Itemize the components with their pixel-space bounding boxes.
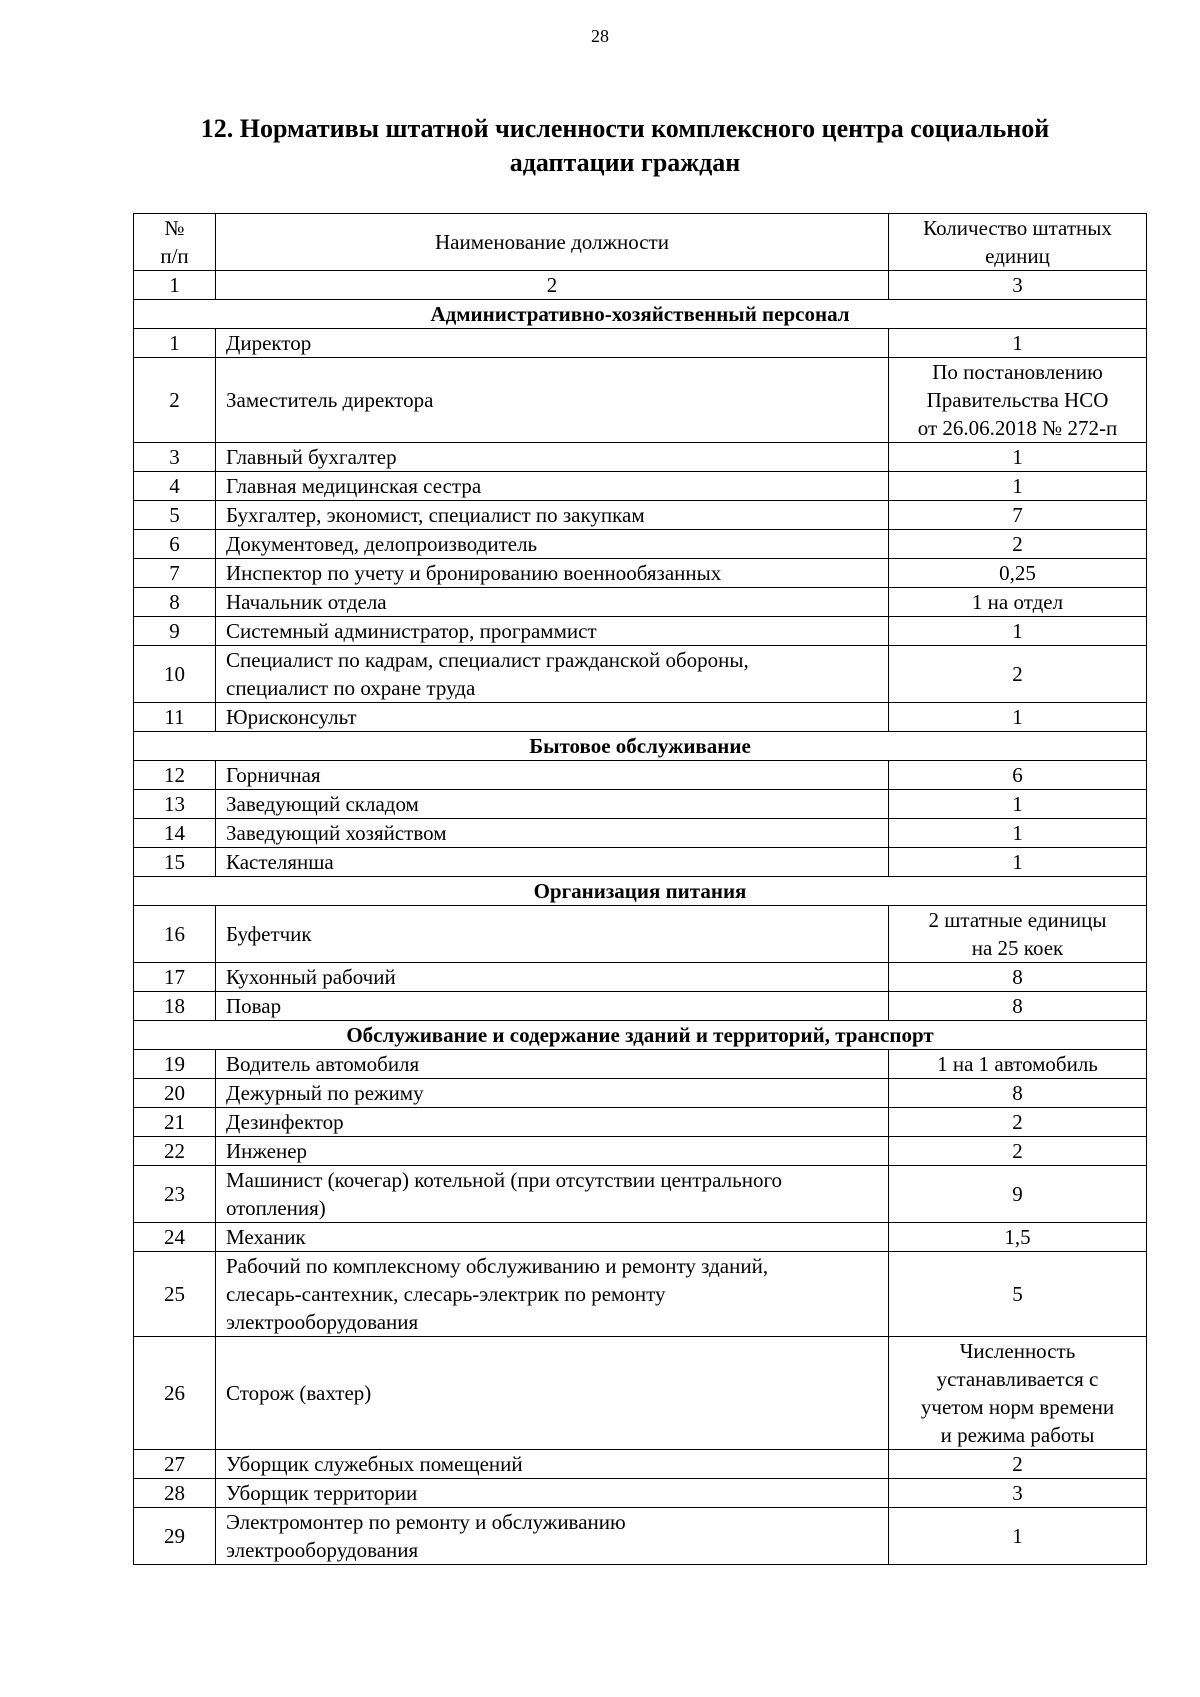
row-number: 20 [134,1079,216,1108]
position-name: Главный бухгалтер [216,443,889,472]
staff-count: 9 [889,1166,1147,1223]
table-row [134,1337,1147,1450]
row-number: 2 [134,358,216,443]
table-row [134,559,1147,588]
position-name: Кухонный рабочий [216,963,889,992]
section-title: Обслуживание и содержание зданий и территорий, транспорт [134,1021,1147,1050]
table-row [134,819,1147,848]
position-name: Сторож (вахтер) [216,1337,889,1450]
staff-count: 1 [889,443,1147,472]
row-number: 26 [134,1337,216,1450]
row-number: 13 [134,790,216,819]
table-row [134,501,1147,530]
staff-count: 6 [889,761,1147,790]
header-position-name: Наименование должности [216,214,889,271]
position-name: Горничная [216,761,889,790]
page-number: 28 [591,26,609,46]
table-row [134,790,1147,819]
table-row [134,992,1147,1021]
position-name: Уборщик территории [216,1479,889,1508]
column-number: 2 [216,271,889,300]
table-row [134,646,1147,703]
section-header-row [134,877,1147,906]
row-number: 11 [134,703,216,732]
staff-count: 3 [889,1479,1147,1508]
table-row [134,848,1147,877]
table-row [134,472,1147,501]
section-header-row [134,732,1147,761]
staff-count: 1 [889,790,1147,819]
row-number: 18 [134,992,216,1021]
section-header-row [134,300,1147,329]
table-row [134,617,1147,646]
table-row [134,761,1147,790]
position-name: Заместитель директора [216,358,889,443]
position-name: Повар [216,992,889,1021]
row-number: 4 [134,472,216,501]
table-row [134,588,1147,617]
position-name: Документовед, делопроизводитель [216,530,889,559]
row-number: 15 [134,848,216,877]
table-row [134,1252,1147,1337]
staff-count: 2 [889,646,1147,703]
table-row [134,530,1147,559]
header-number: № п/п [134,214,216,271]
staff-count: 1,5 [889,1223,1147,1252]
table-row [134,1166,1147,1223]
staff-count: 8 [889,1079,1147,1108]
row-number: 21 [134,1108,216,1137]
section-title: Организация питания [134,877,1147,906]
staff-count: 2 [889,530,1147,559]
title-line-2: адаптации граждан [509,148,741,177]
row-number: 27 [134,1450,216,1479]
column-number: 3 [889,271,1147,300]
position-name: Заведующий складом [216,790,889,819]
row-number: 14 [134,819,216,848]
position-name: Главная медицинская сестра [216,472,889,501]
staff-count: 1 [889,819,1147,848]
position-name: Инспектор по учету и бронированию военнообязанных [216,559,889,588]
staff-count: 2 штатные единицы на 25 коек [889,906,1147,963]
row-number: 8 [134,588,216,617]
table-row [134,963,1147,992]
position-name: Дезинфектор [216,1108,889,1137]
position-name: Рабочий по комплексному обслуживанию и ремонту зданий, слесарь-сантехник, слесарь-электрик по ремонту электрооборудования [216,1252,889,1337]
column-numbers-row [134,271,1147,300]
table-row [134,443,1147,472]
staff-count: 5 [889,1252,1147,1337]
staff-count: 2 [889,1108,1147,1137]
row-number: 22 [134,1137,216,1166]
document-title [140,112,1110,180]
table-row [134,906,1147,963]
staff-count: 0,25 [889,559,1147,588]
row-number: 25 [134,1252,216,1337]
staff-count: 8 [889,992,1147,1021]
staff-count: Численность устанавливается с учетом норм времени и режима работы [889,1337,1147,1450]
position-name: Бухгалтер, экономист, специалист по закупкам [216,501,889,530]
position-name: Специалист по кадрам, специалист гражданской обороны, специалист по охране труда [216,646,889,703]
column-number: 1 [134,271,216,300]
row-number: 1 [134,329,216,358]
row-number: 3 [134,443,216,472]
position-name: Электромонтер по ремонту и обслуживанию электрооборудования [216,1508,889,1565]
header-staff-count: Количество штатных единиц [889,214,1147,271]
table-row [134,358,1147,443]
row-number: 9 [134,617,216,646]
section-title: Административно-хозяйственный персонал [134,300,1147,329]
position-name: Дежурный по режиму [216,1079,889,1108]
staff-count: 2 [889,1137,1147,1166]
table-row [134,1223,1147,1252]
position-name: Кастелянша [216,848,889,877]
staff-count: 7 [889,501,1147,530]
row-number: 29 [134,1508,216,1565]
position-name: Заведующий хозяйством [216,819,889,848]
position-name: Машинист (кочегар) котельной (при отсутствии центрального отопления) [216,1166,889,1223]
table-header-row [134,214,1147,271]
position-name: Механик [216,1223,889,1252]
table-row [134,1479,1147,1508]
position-name: Водитель автомобиля [216,1050,889,1079]
position-name: Начальник отдела [216,588,889,617]
section-header-row [134,1021,1147,1050]
staff-count: По постановлению Правительства НСО от 26.06.2018 № 272-п [889,358,1147,443]
position-name: Юрисконсульт [216,703,889,732]
row-number: 12 [134,761,216,790]
section-title: Бытовое обслуживание [134,732,1147,761]
position-name: Директор [216,329,889,358]
staff-count: 8 [889,963,1147,992]
position-name: Буфетчик [216,906,889,963]
staff-count: 2 [889,1450,1147,1479]
staff-count: 1 [889,617,1147,646]
staff-count: 1 [889,703,1147,732]
table-row [134,1508,1147,1565]
position-name: Системный администратор, программист [216,617,889,646]
position-name: Уборщик служебных помещений [216,1450,889,1479]
table-row [134,1137,1147,1166]
row-number: 19 [134,1050,216,1079]
position-name: Инженер [216,1137,889,1166]
table-row [134,1079,1147,1108]
table-row [134,1108,1147,1137]
staff-count: 1 на отдел [889,588,1147,617]
staff-count: 1 [889,472,1147,501]
row-number: 17 [134,963,216,992]
staff-count: 1 [889,848,1147,877]
table-row [134,1050,1147,1079]
row-number: 7 [134,559,216,588]
table-row [134,1450,1147,1479]
row-number: 6 [134,530,216,559]
staff-count: 1 [889,329,1147,358]
row-number: 28 [134,1479,216,1508]
row-number: 23 [134,1166,216,1223]
row-number: 24 [134,1223,216,1252]
staff-count: 1 [889,1508,1147,1565]
staff-count: 1 на 1 автомобиль [889,1050,1147,1079]
table-row [134,329,1147,358]
title-line-1: 12. Нормативы штатной численности комплексного центра социальной [200,114,1050,143]
row-number: 5 [134,501,216,530]
row-number: 16 [134,906,216,963]
table-row [134,703,1147,732]
row-number: 10 [134,646,216,703]
staff-norms-table [133,213,1147,1565]
